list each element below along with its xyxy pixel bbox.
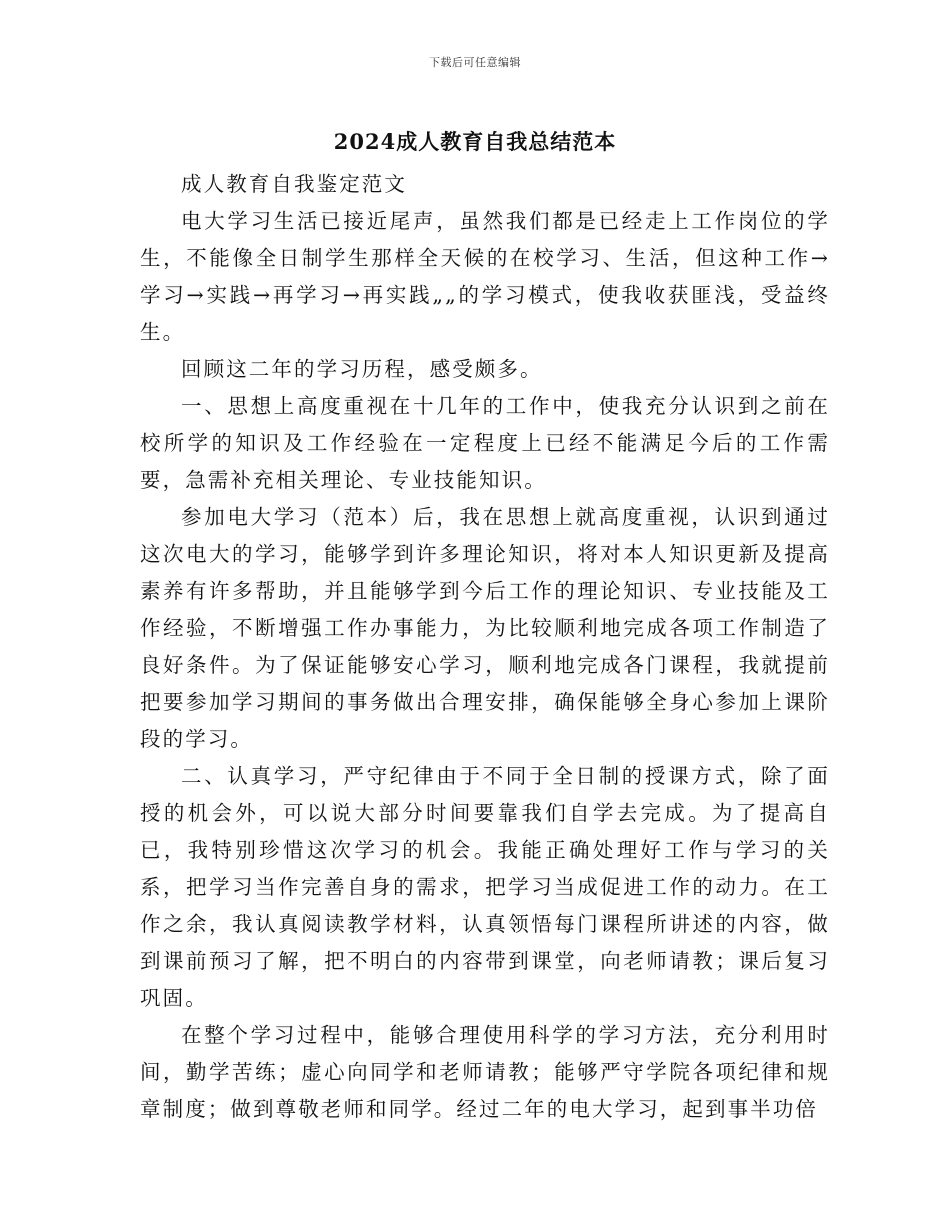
header-note: 下载后可任意编辑 bbox=[429, 56, 521, 69]
paragraph: 参加电大学习（范本）后，我在思想上就高度重视，认识到通过这次电大的学习，能够学到许多理论知识，将对本人知识更新及提高素养有许多帮助，并且能够学到今后工作的理论知识、专业技能及工作经验，不断增强工作办事能力，为比较顺利地完成各项工作制造了良好条件。为了保证能够安心学习，顺利地完成各门课程，我就提前把要参加学习期间的事务做出合理安排，确保能够全身心参加上课阶段的学习。 bbox=[140, 505, 830, 751]
paragraph: 二、认真学习，严守纪律由于不同于全日制的授课方式，除了面授的机会外，可以说大部分时间要靠我们自学去完成。为了提高自已，我特别珍惜这次学习的机会。我能正确处理好工作与学习的关系，把学习当作完善自身的需求，把学习当成促进工作的动力。在工作之余，我认真阅读教学材料，认真领悟每门课程所讲述的内容，做到课前预习了解，把不明白的内容带到课堂，向老师请教；课后复习巩固。 bbox=[140, 764, 830, 1010]
document-title: 2024成人教育自我总结范本 bbox=[333, 129, 617, 154]
paragraph: 一、思想上高度重视在十几年的工作中，使我充分认识到之前在校所学的知识及工作经验在一定程度上已经不能满足今后的工作需要，急需补充相关理论、专业技能知识。 bbox=[140, 394, 830, 492]
paragraph-subtitle: 成人教育自我鉴定范文 bbox=[181, 172, 407, 196]
document-body bbox=[140, 166, 830, 1128]
paragraph: 回顾这二年的学习历程，感受颇多。 bbox=[181, 357, 543, 381]
paragraph: 在整个学习过程中，能够合理使用科学的学习方法，充分利用时间，勤学苦练；虚心向同学和老师请教；能够严守学院各项纪律和规章制度；做到尊敬老师和同学。经过二年的电大学习，起到事半功倍 bbox=[140, 1023, 830, 1121]
paragraph: 电大学习生活已接近尾声，虽然我们都是已经走上工作岗位的学生，不能像全日制学生那样全天候的在校学习、生活，但这种工作→学习→实践→再学习→再实践„„的学习模式，使我收获匪浅，受益终生。 bbox=[140, 209, 830, 344]
